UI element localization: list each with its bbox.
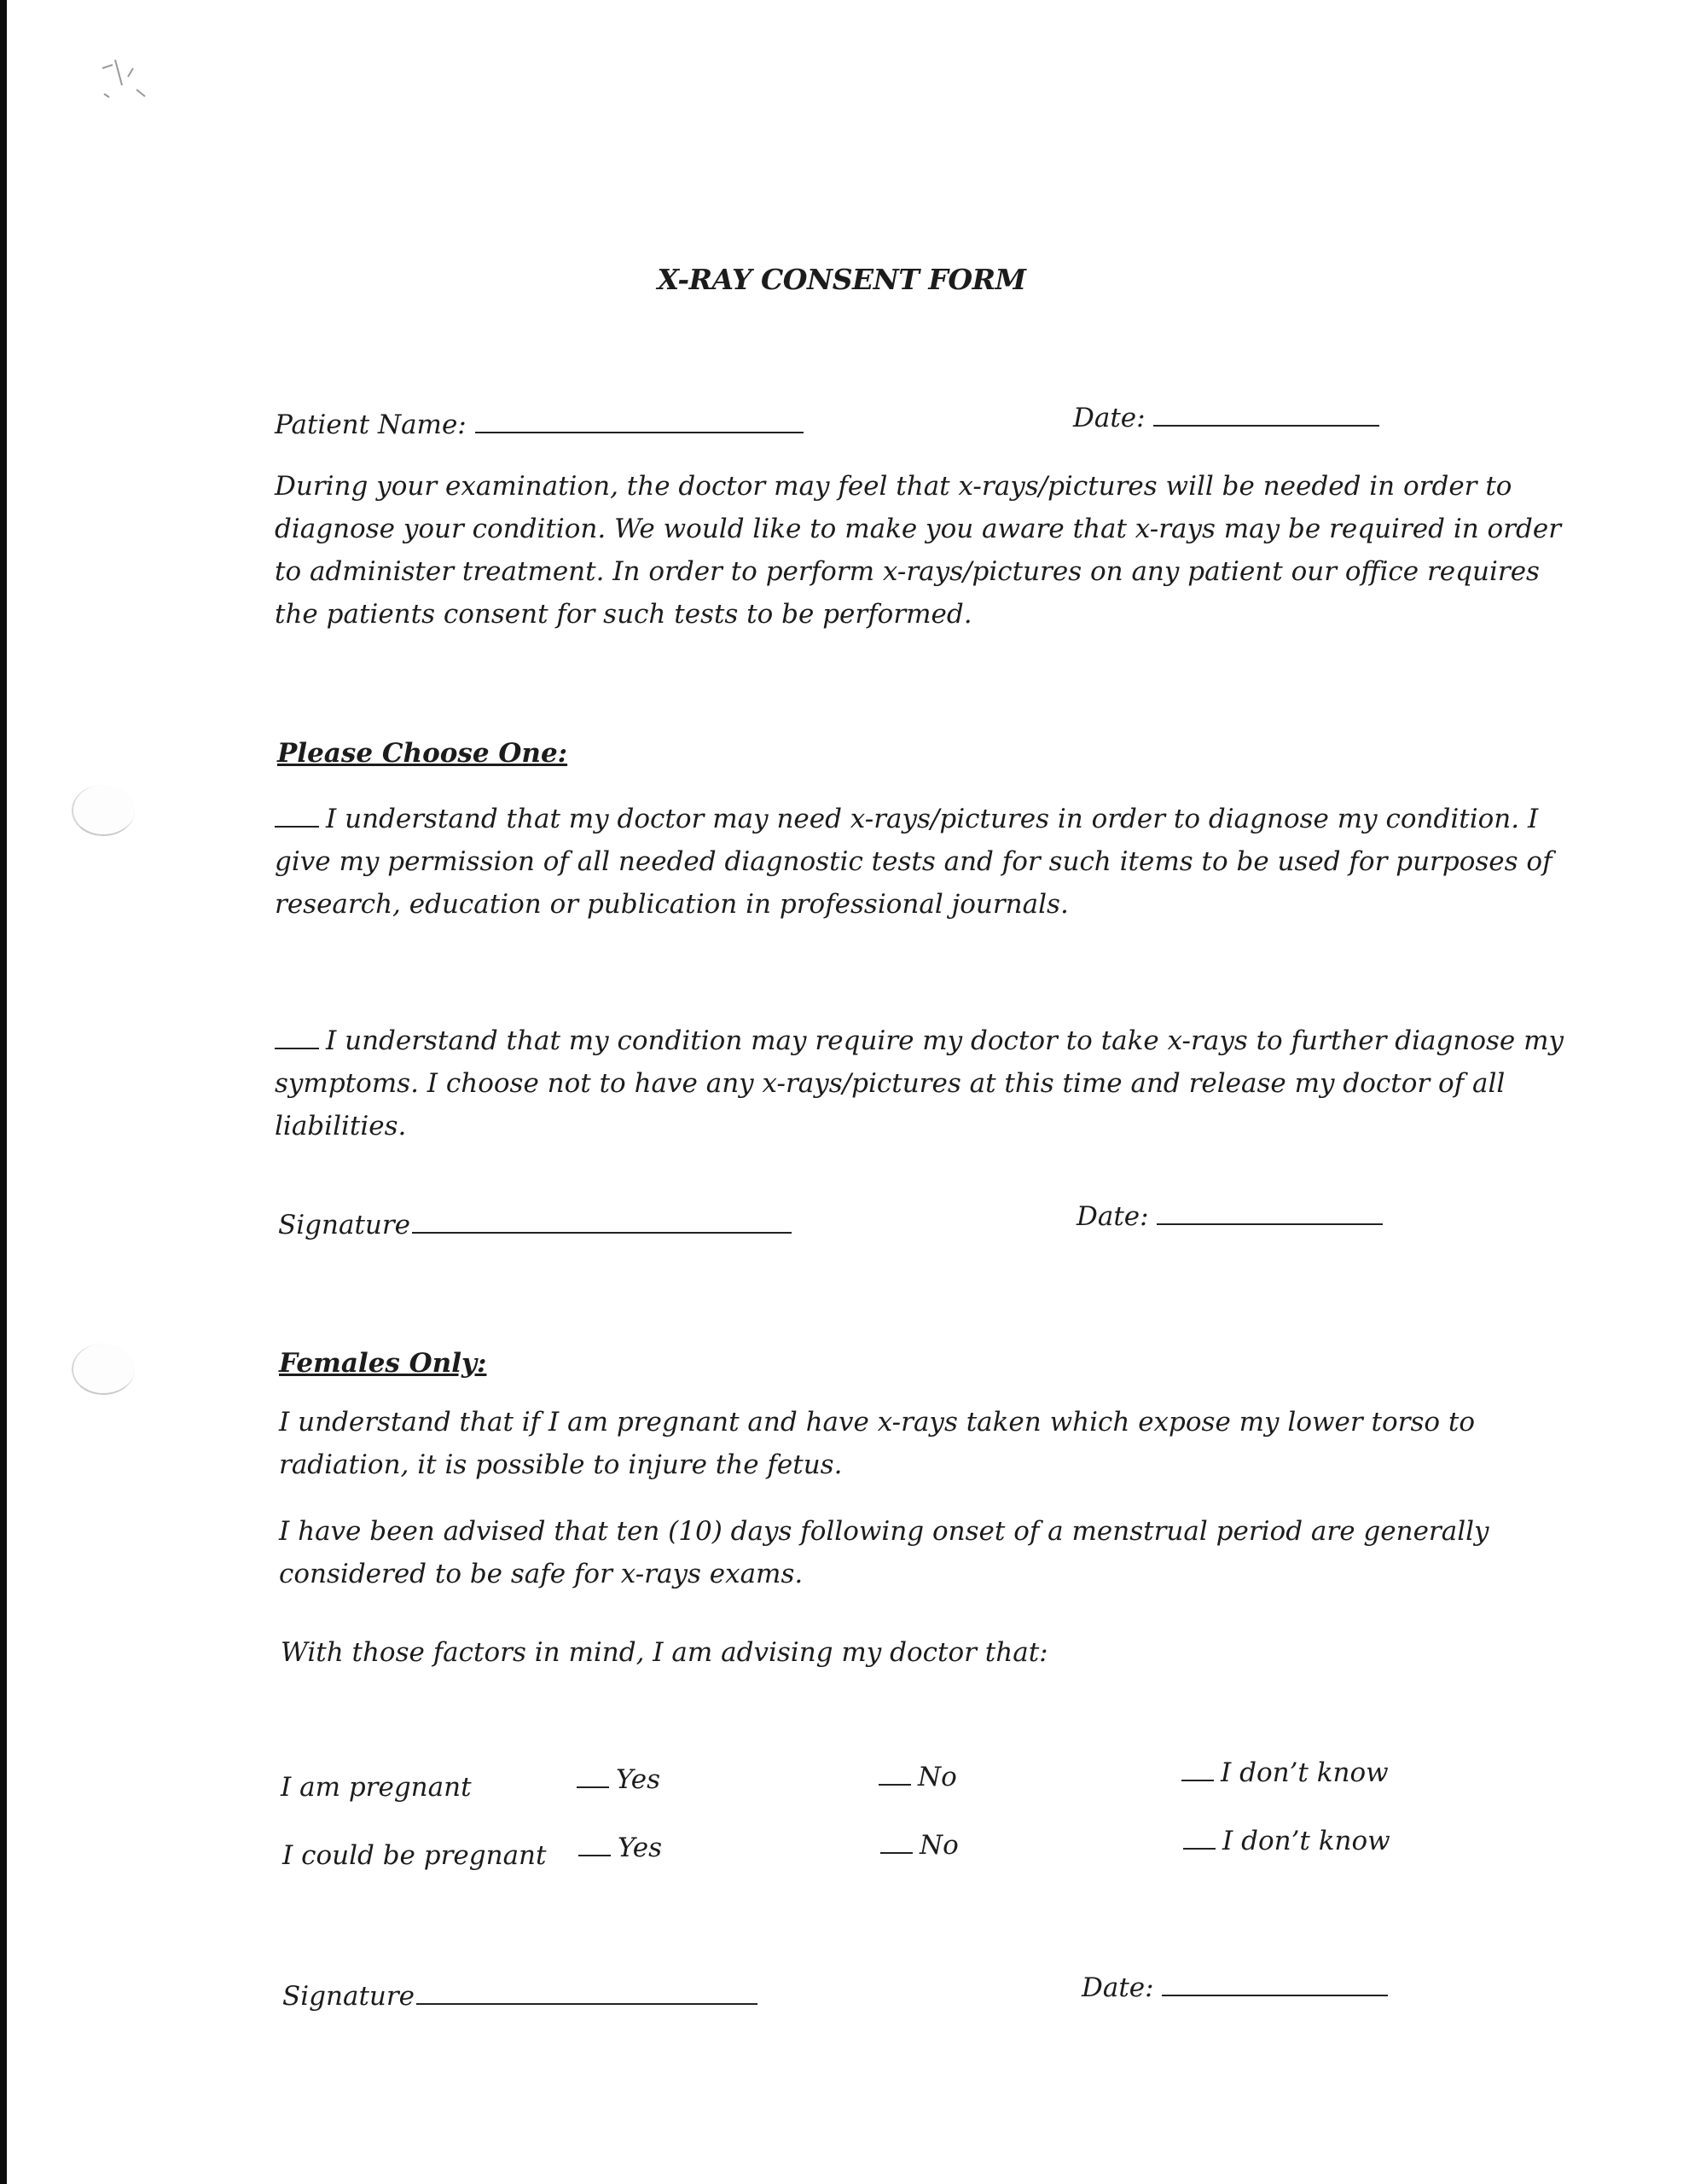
row-label: I could be pregnant — [282, 1840, 547, 1871]
signature-label: Signature — [282, 1981, 415, 2012]
consent-option[interactable] — [275, 798, 1580, 926]
scan-marks — [77, 43, 179, 145]
dont-know-blank[interactable] — [1181, 1779, 1214, 1781]
date-label: Date: — [1073, 403, 1146, 433]
yes-blank[interactable] — [577, 1786, 609, 1788]
choose-heading: Please Choose One: — [277, 738, 568, 769]
no-label: No — [918, 1762, 957, 1792]
no-blank[interactable] — [879, 1783, 911, 1786]
intro-paragraph: During your examination, the doctor may feel that x-rays/pictures will be needed in order to diagnose your condition. We would like to make you aware that x-rays may be required in order to administer treatment. In order to perform x-rays/pictures on any patient our office requires the patients consent for such tests to be performed. — [275, 471, 1562, 630]
females-heading: Females Only: — [279, 1348, 487, 1379]
signature-field[interactable] — [278, 1210, 792, 1240]
consent-option-text: I understand that my doctor may need x-rays/pictures in order to diagnose my condition. I give my permission of all needed diagnostic tests and for such items to be used for purposes of research, education or publication in professional journals. — [275, 804, 1552, 920]
dont-know-option[interactable] — [1183, 1826, 1390, 1856]
date-field[interactable] — [1077, 1201, 1383, 1232]
date-label: Date: — [1077, 1201, 1149, 1232]
dont-know-label: I don’t know — [1221, 1757, 1389, 1788]
dont-know-label: I don’t know — [1222, 1826, 1390, 1856]
punch-hole — [72, 1344, 135, 1395]
option-checkbox-blank[interactable] — [275, 1047, 319, 1049]
signature-label: Signature — [278, 1210, 411, 1240]
yes-option[interactable] — [578, 1833, 662, 1863]
date-label: Date: — [1082, 1972, 1154, 2003]
dont-know-option[interactable] — [1181, 1757, 1389, 1788]
signature-field[interactable] — [282, 1981, 757, 2012]
scan-edge — [0, 0, 7, 2184]
yes-label: Yes — [618, 1833, 663, 1863]
no-option[interactable] — [880, 1830, 959, 1861]
date-line[interactable] — [1162, 1994, 1388, 1996]
form-title: X-RAY CONSENT FORM — [657, 263, 1026, 296]
option-checkbox-blank[interactable] — [275, 825, 319, 828]
advising-paragraph: With those factors in mind, I am advising my doctor that: — [281, 1637, 1048, 1668]
date-field[interactable] — [1082, 1972, 1388, 2003]
punch-hole — [72, 785, 135, 836]
decline-option-text: I understand that my condition may require my doctor to take x-rays to further diagnose my symptoms. I choose not to have any x-rays/pictures at this time and release my doctor of all liabilities. — [275, 1025, 1564, 1141]
no-blank[interactable] — [880, 1851, 913, 1854]
no-label: No — [920, 1830, 959, 1861]
yes-option[interactable] — [577, 1764, 660, 1795]
patient-name-field[interactable] — [275, 410, 804, 440]
menstrual-advice-paragraph: I have been advised that ten (10) days following onset of a menstrual period are generally considered to be safe for x-rays exams. — [279, 1516, 1489, 1589]
decline-option[interactable] — [275, 1019, 1605, 1147]
patient-name-label: Patient Name: — [275, 410, 467, 440]
no-option[interactable] — [879, 1762, 957, 1792]
date-field[interactable] — [1073, 403, 1379, 433]
date-line[interactable] — [1157, 1223, 1383, 1225]
signature-line[interactable] — [412, 1231, 792, 1234]
pregnancy-risk-paragraph: I understand that if I am pregnant and have x-rays taken which expose my lower torso to radiation, it is possible to injure the fetus. — [279, 1407, 1476, 1480]
signature-line[interactable] — [416, 2002, 757, 2005]
patient-name-line[interactable] — [475, 431, 804, 433]
yes-blank[interactable] — [578, 1854, 611, 1856]
yes-label: Yes — [616, 1764, 661, 1795]
date-line[interactable] — [1153, 424, 1379, 427]
dont-know-blank[interactable] — [1183, 1847, 1216, 1850]
row-label: I am pregnant — [281, 1772, 472, 1803]
